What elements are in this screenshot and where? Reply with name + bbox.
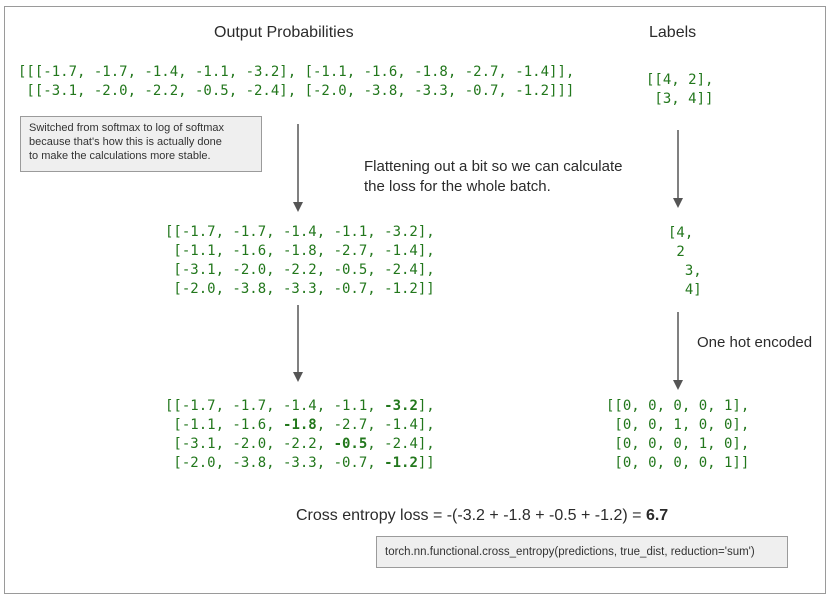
- top-labels: [[4, 2], [3, 4]]: [646, 72, 714, 107]
- selected-value: -0.5: [333, 436, 368, 452]
- cross-entropy-loss: Cross entropy loss = -(-3.2 + -1.8 + -0.5 + -1.2) = 6.7: [296, 507, 669, 524]
- selected-value: -3.2: [384, 398, 418, 414]
- selected-row: [-2.0, -3.8, -3.3, -0.7, -1.2]]: [165, 455, 435, 471]
- labels-heading: Labels: [649, 24, 697, 41]
- loss-result: 6.7: [645, 507, 669, 524]
- flattened-probabilities: [[-1.7, -1.7, -1.4, -1.1, -3.2], [-1.1, -1.6, -1.8, -2.7, -1.4], [-3.1, -2.0, -2.2, -0.5, -2.4], [-2.0, -3.8, -3.3, -0.7, -1.2]]: [165, 224, 435, 297]
- selected-row: [-1.1, -1.6, -1.8, -2.7, -1.4],: [165, 417, 435, 433]
- top-probabilities: [[[-1.7, -1.7, -1.4, -1.1, -3.2], [-1.1, -1.6, -1.8, -2.7, -1.4]], [[-3.1, -2.0, -2.2, -0.5, -2.4], [-2.0, -3.8, -3.3, -0.7, -1.2]]]: [18, 64, 575, 99]
- softmax-note: Switched from softmax to log of softmax because that's how this is actually done to make the calculations more stable.: [20, 116, 262, 172]
- flatten-explanation: Flattening out a bit so we can calculate the loss for the whole batch.: [364, 158, 623, 195]
- pytorch-code-snippet: torch.nn.functional.cross_entropy(predictions, true_dist, reduction='sum'): [376, 536, 788, 568]
- flattened-labels: [4, 2 3, 4]: [668, 225, 702, 298]
- selected-row: [[-1.7, -1.7, -1.4, -1.1, -3.2],: [165, 398, 435, 414]
- selected-value: -1.2: [384, 455, 418, 471]
- one-hot-encoded-label: One hot encoded: [697, 334, 813, 351]
- selected-row: [-3.1, -2.0, -2.2, -0.5, -2.4],: [165, 436, 435, 452]
- output-probabilities-heading: Output Probabilities: [214, 24, 354, 41]
- selected-value: -1.8: [283, 417, 317, 433]
- selected-probabilities: [165, 397, 435, 473]
- one-hot-matrix: [[0, 0, 0, 0, 1], [0, 0, 1, 0, 0], [0, 0, 0, 1, 0], [0, 0, 0, 0, 1]]: [606, 398, 750, 471]
